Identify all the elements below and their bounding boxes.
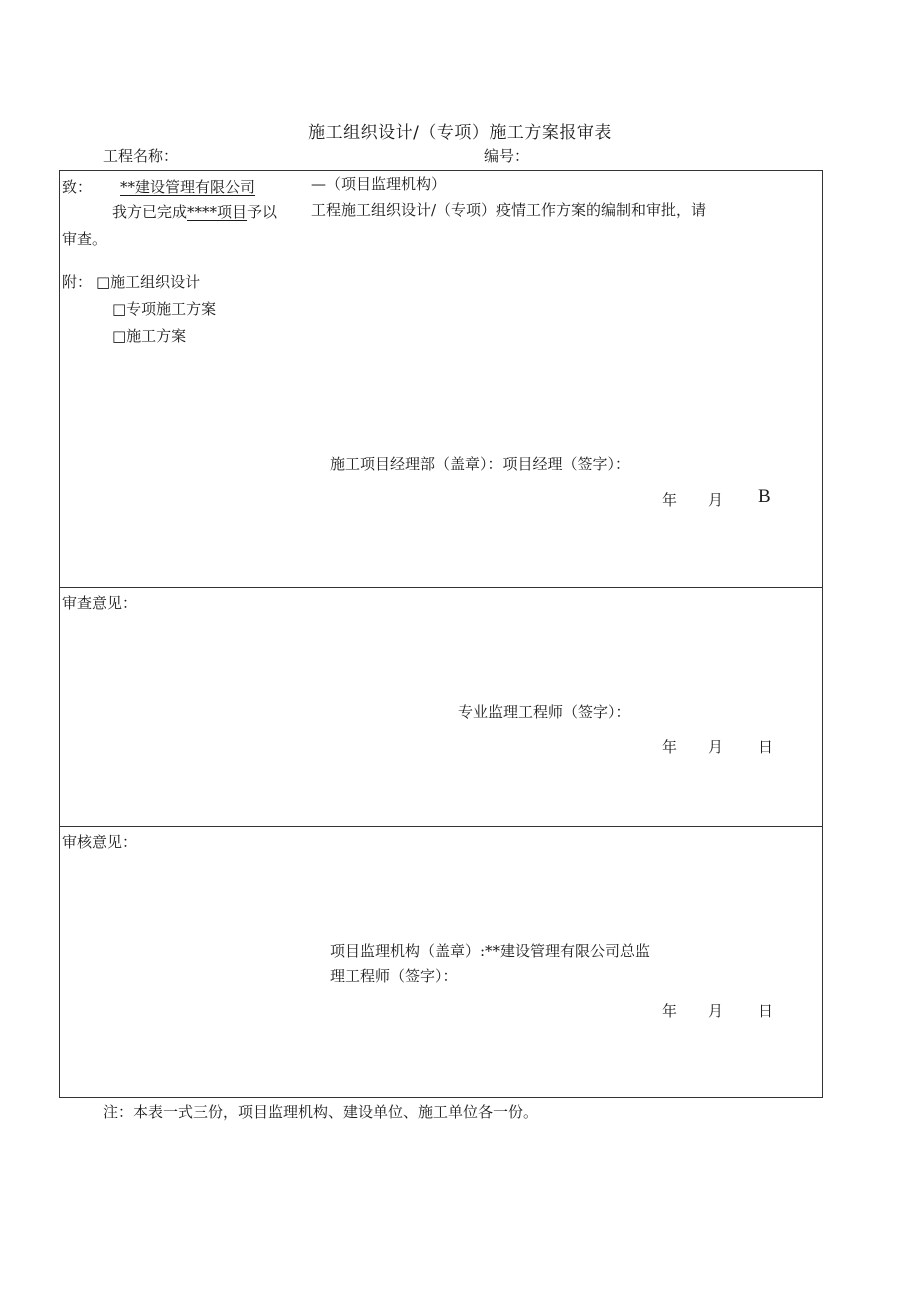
section-divider-2 xyxy=(59,826,823,827)
company-name: **建设管理有限公司 xyxy=(120,178,256,196)
date-day-label: 日 xyxy=(758,738,774,756)
engineer-signature-label: 专业监理工程师（签字）： xyxy=(458,703,631,721)
body-suffix: 予以 xyxy=(247,203,278,221)
approval-opinion-label: 审核意见： xyxy=(62,833,138,851)
attach-label: 附： xyxy=(62,273,93,291)
serial-no-label: 编号： xyxy=(484,147,530,165)
chief-signature-line-1: 项目监理机构（盖章）:**建设管理有限公司总监 xyxy=(330,942,651,960)
body-prefix: 我方已完成 xyxy=(112,203,188,221)
body-line-1-right: 工程施工组织设计/（专项）疫情工作方案的编制和审批，请 xyxy=(311,201,707,219)
to-label: 致： xyxy=(62,178,93,196)
date-year-label: 年 xyxy=(662,491,678,509)
date-year-label: 年 xyxy=(662,1002,678,1020)
manager-signature-label: 施工项目经理部（盖章）：项目经理（签字）： xyxy=(330,455,631,473)
body-line-1-left xyxy=(112,201,277,222)
body-line-2: 审查。 xyxy=(62,230,108,248)
date-month-label: 月 xyxy=(708,738,724,756)
project-name-label: 工程名称： xyxy=(103,147,179,165)
date-month-label: 月 xyxy=(708,491,724,509)
supervisor-org: —（项目监理机构） xyxy=(311,175,447,193)
attach-item-special-plan: □专项施工方案 xyxy=(112,300,217,318)
attach-item-construction-design: □施工组织设计 xyxy=(96,273,201,291)
section-divider-1 xyxy=(59,587,823,588)
date-day-label: B xyxy=(758,486,771,507)
body-project: ****项目 xyxy=(187,203,248,221)
chief-signature-line-2: 理工程师（签字）： xyxy=(330,967,458,985)
date-month-label: 月 xyxy=(708,1002,724,1020)
date-day-label: 日 xyxy=(758,1002,774,1020)
review-opinion-label: 审查意见： xyxy=(62,594,138,612)
form-title: 施工组织设计/（专项）施工方案报审表 xyxy=(308,123,612,143)
date-year-label: 年 xyxy=(662,738,678,756)
footnote: 注：本表一式三份，项目监理机构、建设单位、施工单位各一份。 xyxy=(103,1103,539,1121)
attach-item-construction-plan: □施工方案 xyxy=(112,327,187,345)
